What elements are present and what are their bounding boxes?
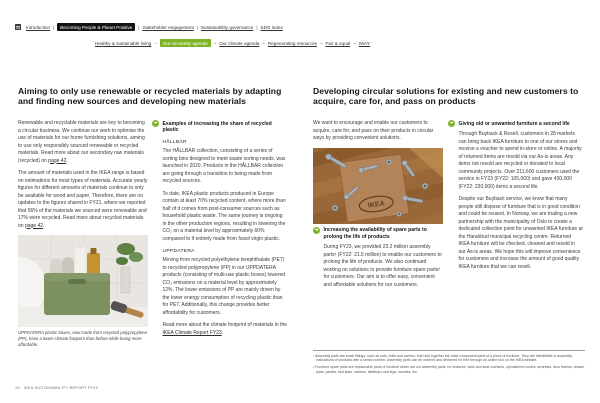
footnotes xyxy=(313,350,585,376)
nav-stakeholder-engagement[interactable]: Stakeholder engagement xyxy=(142,24,194,30)
page-42-link[interactable]: page 42 xyxy=(48,157,67,164)
second-life-heading: Giving old or unwanted furniture a second life xyxy=(458,120,570,127)
nav-separator: | xyxy=(196,24,198,30)
secondary-nav xyxy=(95,39,370,47)
nav-healthy-sustainable-living[interactable]: Healthy & sustainable living xyxy=(95,40,152,46)
arrow-right-circle-icon xyxy=(313,227,320,234)
hallbar-subheading: HÅLLBAR xyxy=(162,139,187,145)
spare-parts-photo xyxy=(313,148,443,224)
recycled-plastic-heading-row xyxy=(152,120,287,134)
nav-separator: | xyxy=(256,24,258,30)
green-box xyxy=(44,273,110,315)
circular-intro-paragraph: We want to encourage and enable our customers to acquire, care for, and pass on their products in circular ways by providing convenient solutions. xyxy=(313,120,434,141)
nav-separator: – xyxy=(154,40,157,46)
nav-introduction[interactable]: Introduction xyxy=(26,24,51,30)
buyback-paragraph-2: Despite our Buyback service, we know that many people still dispose of furniture that is in good condition and could be reused. In Norway, we are trialing a new partnership with the municipality of Oslo to create a dedicated collection point for unwanted IKEA furniture at the Haraldrud municipal recycling centre. Returned IKEA furniture will be checked, cleaned and resold in our As-is areas. We hope this will improve convenience for customers and increase the amount of good quality IKEA furniture that we can resell. xyxy=(458,196,583,270)
materials-paragraph-2: The amount of materials used in the IKEA range is based on estimations for most types of materials. Accurate yearly figures for different amounts of materials continue to only be available for wood and paper. Therefore, there are no updates to the figures shared in FY21, where we reported that 56% of the materials we sourced were renewable and 17% were recycled. Read more about recycled materials on page 42. xyxy=(18,170,148,229)
nav-becoming-people-planet-positive[interactable]: Becoming People & Planet Positive xyxy=(57,23,135,31)
page-footer: 19 · IKEA SUSTAINABILITY REPORT FY23 xyxy=(15,386,98,390)
primary-nav xyxy=(15,23,283,31)
nav-fair-equal[interactable]: Fair & equal xyxy=(325,40,351,46)
ikea-climate-report-link[interactable]: IKEA Climate Report FY23 xyxy=(162,329,222,336)
left-section-title: Aiming to only use renewable or recycled materials by adapting and finding new sources and developing new materials xyxy=(18,86,282,107)
spare-parts-column xyxy=(313,120,443,294)
spare-parts-heading-row xyxy=(313,227,443,241)
nav-our-circularity-agenda[interactable]: Our circularity agenda xyxy=(160,39,211,47)
recycled-plastic-heading: Examples of increasing the share of recycled plastic xyxy=(162,120,272,134)
buyback-paragraph-1: Through Buyback & Resell, customers in 28 markets can bring back IKEA furniture to one of our stores and receive a voucher to spend in-store or online. A majority of returned items are resold via our As-is areas. Any items not resold are recycled or donated to local community projects. Over 211,600 customers used the service in FY23 (FY22: 105,000) and gave 430,000 (FY22: 230,000) items a second life. xyxy=(458,131,582,190)
ikea-stamp-text: IKEA xyxy=(367,199,386,210)
climate-report-paragraph: Read more about the climate footprint of materials in the IKEA Climate Report FY23. xyxy=(162,322,288,336)
uppdatera-subheading: UPPDATERA xyxy=(162,249,195,255)
second-life-column xyxy=(448,120,583,276)
spare-parts-paragraph: During FY23, we provided 23.2 million assembly parts¹ (FY22: 21.5 million) to enable our customers to prolong the life of products. We also continued working on solutions to provide furniture spare parts² for customers. Our aim is to offer easy, convenient and affordable solutions for our customers. xyxy=(323,244,442,288)
nav-regenerating-resources[interactable]: Regenerating resources xyxy=(267,40,317,46)
uppdatera-product-photo xyxy=(18,235,148,327)
recycled-plastic-column xyxy=(152,120,287,342)
hallbar-paragraph-1: The HÅLLBAR collection, consisting of a series of sorting bins designed to meet waste sorting needs, was launched in 2020. Products in the HÅLLBAR collection are going through a transition to being made from recycled sources. xyxy=(162,148,286,185)
footnote-2: ² Furniture spare parts are replaceable parts of furniture which are not assembly parts, for instance, back and seat cushions, upholstered covers, armrests, door frames, drawer parts, panels, bed slats, shelves, tabletops and legs, handles, etc. xyxy=(313,364,585,374)
hallbar-paragraph-2: To date, IKEA plastic products produced in Europe contain at least 70% recycled content, where more than half of it comes from post-consumer sources such as household plastic waste. The same journey is ongoing in the other production regions, resulting in lowering the CO₂ on a material level by approximately 60% compared to if entirely made from fossil virgin plastic. xyxy=(162,190,286,242)
page-42-link[interactable]: page 42 xyxy=(24,222,44,229)
arrow-right-circle-icon xyxy=(448,120,455,127)
footnote-1: ¹ Assembly parts are small fittings, such as nuts, bolts and screws, that hold together the main component parts of a piece of furniture. They are identifiable in assembly instructions of products with a series number. Assembly parts can be ordered and delivered for free through an online tool on the IKEA website. xyxy=(313,353,573,363)
right-section-title: Developing circular solutions for existing and new customers to acquire, care for, and pass on products xyxy=(313,86,579,107)
materials-text-column xyxy=(18,120,148,354)
uppdatera-paragraph: Moving from recycled polyethylene terephthalate (PET) to recycled polypropylene (PP) in our UPPDATERA products (consisting of multi-use plastic boxes) lowered CO₂ emissions on a material level by approximately 12%. The lower emissions of PP are mainly driven by the lower energy consumption of recycling plastic than for PET. Additionally, this change provides better affordability for customers. xyxy=(162,257,286,316)
materials-paragraph-1: Renewable and recyclable materials are key to becoming a circular business. We continue our work to optimise the use of materials for our home furnishing solutions, aiming to use only responsibly sourced renewable or recycled materials. Read more about our secondary raw materials (recycled) on page 42. xyxy=(18,120,145,164)
nav-separator: | xyxy=(138,24,140,30)
second-life-heading-row xyxy=(448,120,583,127)
arrow-right-circle-icon xyxy=(152,120,159,127)
nav-iway[interactable]: IWAY xyxy=(358,40,371,46)
nav-our-climate-agenda[interactable]: Our climate agenda xyxy=(219,40,260,46)
contents-menu-icon[interactable] xyxy=(15,24,21,30)
nav-separator: – xyxy=(353,40,356,46)
nav-sdg-index[interactable]: SDG index xyxy=(260,24,283,30)
nav-separator: | xyxy=(53,24,55,30)
spare-parts-heading: Increasing the availability of spare parts to prolong the life of products xyxy=(323,227,427,240)
nav-separator: – xyxy=(319,40,323,46)
nav-separator: – xyxy=(262,40,265,46)
nav-sustainability-governance[interactable]: Sustainability governance xyxy=(200,24,254,30)
uppdatera-photo-caption: UPPDATERA plastic boxes, now made from recycled polypropylene (PP), have a lower climate footprint than before while being more affordable. xyxy=(18,330,147,348)
nav-separator: – xyxy=(213,40,217,46)
